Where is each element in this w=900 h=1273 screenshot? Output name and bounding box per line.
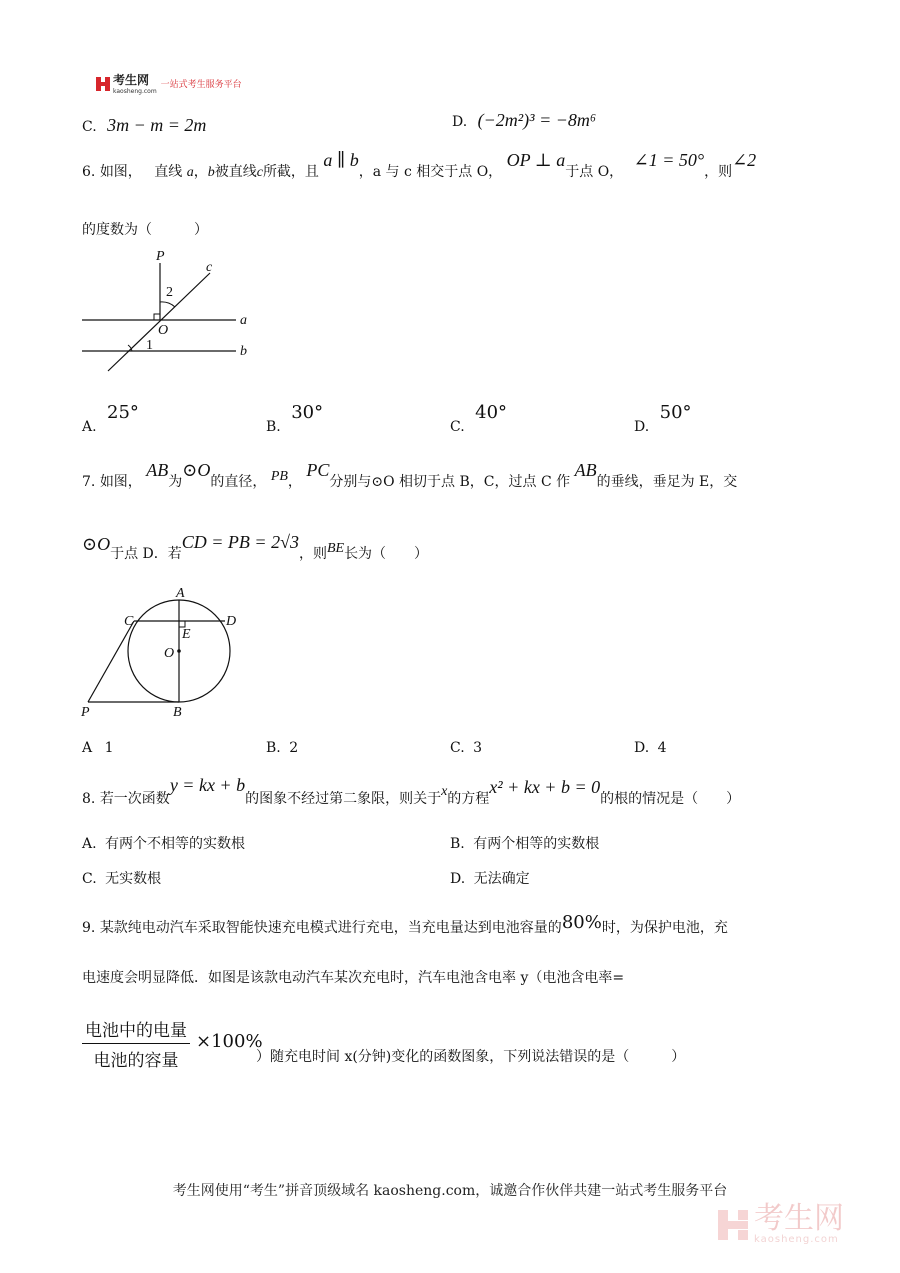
option-label: D. [450, 871, 466, 887]
q7-option-a [82, 740, 114, 756]
q9-text: 时，为保护电池，充 [601, 920, 728, 936]
q7-ab: AB [574, 460, 597, 480]
q6-perp: OP ⊥ a [506, 150, 566, 170]
q6-angle1: ∠1 = 50° [633, 150, 705, 170]
tangent-pc [88, 621, 134, 702]
q8-text: 的根的情况是（ ） [600, 791, 741, 807]
q7-text: 的垂线，垂足为 E，交 [596, 474, 738, 490]
logo-domain: kaosheng.com [113, 88, 157, 95]
site-logo [96, 72, 242, 95]
q6-text: ， [193, 164, 208, 180]
q9-times: ×100% [196, 1031, 263, 1052]
label-E: E [182, 627, 191, 642]
option-value: 2 [289, 740, 299, 756]
option-expr: 3m − m = 2m [107, 115, 207, 135]
option-label: D. [634, 740, 650, 756]
option-label: D. [452, 114, 468, 130]
q7-circle: ⊙O [82, 534, 111, 554]
label-a: a [240, 313, 247, 328]
q9-stem-line2: 电速度会明显降低．如图是该款电动汽车某次充电时，汽车电池含电率 y（电池含电率= [82, 970, 625, 986]
label-D: D [226, 614, 237, 629]
watermark-text [754, 1201, 844, 1245]
q5-option-d [452, 110, 596, 131]
label-O: O [158, 323, 169, 338]
q6-figure [78, 245, 268, 375]
line-c [108, 273, 210, 371]
option-label: B. [266, 740, 281, 756]
q7-stem-line2 [82, 532, 429, 563]
q7-stem [82, 460, 738, 491]
q7-be: BE [326, 541, 345, 556]
option-label: A. [82, 836, 97, 852]
q6-text: 于点 O， [565, 164, 624, 180]
question-number: 9. [82, 920, 96, 936]
logo-slogan: 一站式考生服务平台 [160, 80, 242, 90]
angle2-arc [160, 302, 175, 307]
watermark-icon [718, 1210, 748, 1240]
q5-option-c [82, 115, 206, 136]
watermark-domain: kaosheng.com [754, 1234, 839, 1245]
q8-text: 的图象不经过第二象限，则关于 [245, 791, 442, 807]
q8-option-b [450, 833, 599, 853]
q6-option-a [82, 402, 139, 435]
option-label: C. [82, 119, 97, 135]
label-c: c [206, 260, 213, 275]
watermark [718, 1201, 844, 1245]
question-number: 7. [82, 474, 96, 490]
q8-var: x [441, 784, 448, 799]
q7-circle: ⊙O [182, 460, 211, 480]
logo-text [113, 72, 157, 95]
watermark-name: 考生网 [754, 1201, 844, 1236]
option-value: 无实数根 [105, 871, 162, 887]
q6-var: a [186, 165, 194, 180]
logo-name: 考生网 [113, 73, 150, 87]
q6-text: ， [358, 164, 373, 180]
q7-text: 长为（ ） [344, 546, 429, 562]
q6-stem-line2: 的度数为（ ） [82, 222, 208, 238]
q6-var: b [207, 165, 215, 180]
q8-option-c [82, 868, 161, 888]
center-dot [177, 649, 181, 653]
q6-stem [82, 150, 757, 181]
option-value: 有两个相等的实数根 [473, 836, 600, 852]
q6-parallel: a ∥ b [323, 150, 359, 170]
q7-text: 分别与⊙O 相切于点 B，C，过点 C 作 [329, 474, 571, 490]
option-value: 无法确定 [473, 871, 530, 887]
q7-text: 的直径， [210, 474, 267, 490]
logo-icon [96, 77, 110, 91]
label-P: P [81, 705, 90, 720]
q6-text: a 与 c 相交于点 O， [372, 164, 503, 180]
q7-text: 如图， [99, 474, 142, 490]
q7-figure [78, 583, 248, 723]
q6-text: ，则 [704, 164, 733, 180]
option-value: 3 [473, 740, 483, 756]
q6-text: 如图， [99, 164, 142, 180]
q9-stem-line3: ）随充电时间 x(分钟)变化的函数图象，下列说法错误的是（ ） [256, 1049, 686, 1065]
option-label: B. [450, 836, 465, 852]
q6-angle2: ∠2 [732, 150, 757, 170]
right-angle-mark [154, 314, 160, 320]
q7-text: ，则 [298, 546, 327, 562]
q9-stem [82, 912, 728, 937]
option-value: 50° [659, 402, 692, 423]
q6-option-c [450, 402, 508, 435]
q7-condition: CD = PB = 2√3 [181, 532, 299, 552]
option-label: B. [266, 419, 281, 435]
option-label: A [82, 740, 93, 756]
option-label: C. [450, 740, 465, 756]
q7-pb: PB [270, 469, 288, 484]
option-value: 4 [657, 740, 667, 756]
q7-text: ， [287, 474, 302, 490]
label-B: B [173, 705, 182, 720]
footer-text: 考生网使用“考生”拼音顶级域名 kaosheng.com，诚邀合作伙伴共建一站式考生服务平台 [172, 1183, 728, 1199]
q8-option-d [450, 868, 530, 888]
question-number: 6. [82, 164, 96, 180]
fraction-denominator: 电池的容量 [93, 1051, 179, 1071]
option-value: 1 [104, 740, 114, 756]
label-b: b [240, 344, 247, 359]
option-value: 30° [291, 402, 324, 423]
q7-text: 为 [168, 474, 183, 490]
option-value: 有两个不相等的实数根 [105, 836, 246, 852]
q6-text: 直线 [154, 164, 183, 180]
q7-pc: PC [306, 460, 330, 480]
option-label: C. [450, 419, 465, 435]
q9-percent: 80% [561, 912, 602, 933]
q6-var: c [256, 165, 263, 180]
label-angle2: 2 [166, 285, 173, 300]
q9-text: 某款纯电动汽车采取智能快速充电模式进行充电，当充电量达到电池容量的 [99, 920, 562, 936]
q8-equation: x² + kx + b = 0 [489, 777, 601, 797]
q8-function: y = kx + b [169, 775, 246, 795]
q7-option-d [634, 740, 667, 756]
option-label: C. [82, 871, 97, 887]
q7-text: 于点 D．若 [110, 546, 182, 562]
option-label: D. [634, 419, 650, 435]
q8-stem [82, 775, 741, 808]
label-O: O [164, 646, 175, 661]
label-P: P [156, 249, 165, 264]
q6-text: 所截，且 [262, 164, 319, 180]
option-value: 40° [475, 402, 508, 423]
option-label: A. [82, 419, 97, 435]
q7-option-c [450, 740, 482, 756]
q6-text: 被直线 [214, 164, 257, 180]
label-C: C [124, 614, 134, 629]
question-number: 8. [82, 791, 96, 807]
q8-option-a [82, 833, 245, 853]
q7-option-b [266, 740, 298, 756]
option-value: 25° [107, 402, 139, 423]
q6-option-d [634, 402, 692, 435]
q7-ab: AB [146, 460, 169, 480]
label-angle1: 1 [146, 338, 153, 353]
q6-option-b [266, 402, 324, 435]
q9-fraction [82, 1016, 190, 1071]
q8-text: 若一次函数 [99, 791, 170, 807]
option-expr: (−2m²)³ = −8m⁶ [477, 110, 597, 130]
q8-text: 的方程 [447, 791, 490, 807]
fraction-numerator: 电池中的电量 [82, 1016, 190, 1044]
label-A: A [176, 586, 185, 601]
